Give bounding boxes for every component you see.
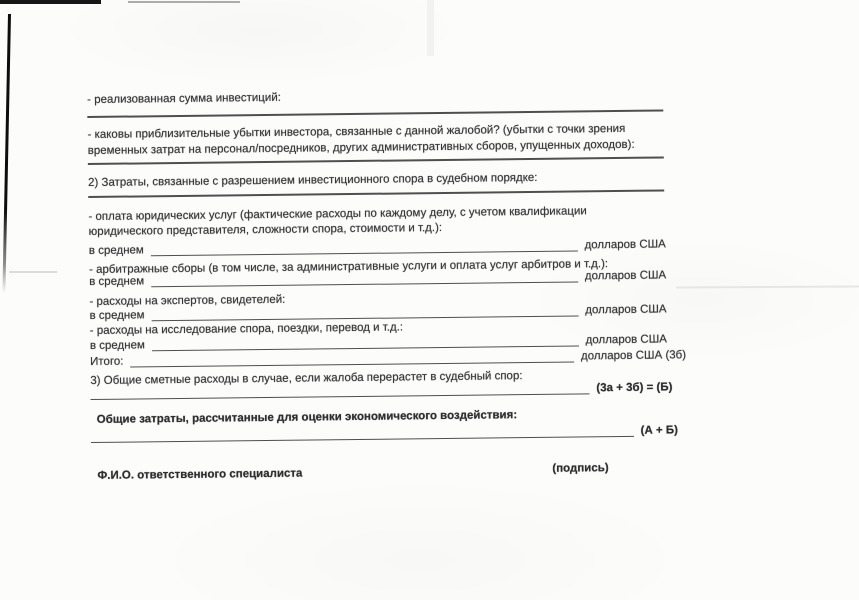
signature-label: (подпись) [552, 462, 609, 475]
formula-a-b-row [91, 424, 678, 444]
field-experts-witnesses-label: - расходы на экспертов, свидетелей: [89, 293, 286, 309]
fill-line [131, 361, 575, 367]
usd-label: долларов США [584, 238, 666, 252]
formula-3a-3b: (3а + 3б) = (Б) [596, 381, 673, 395]
usd-label: долларов США [584, 269, 667, 283]
section-2-heading: 2) Затраты, связанные с разрешением инвестиционного спора в судебном порядке: [88, 171, 538, 190]
field-legal-fees-label-line2: юридического представителя, сложности спора, стоимости и т.д.): [88, 222, 443, 239]
total-row [90, 349, 686, 369]
fill-line [151, 250, 578, 256]
specialist-name-label: Ф.И.О. ответственного специалиста [97, 467, 303, 482]
section-3-heading: 3) Общие сметные расходы в случае, если жалоба перерастет в судебный спор: [90, 370, 523, 387]
usd-label: долларов США [585, 333, 667, 347]
fill-line [88, 189, 664, 197]
usd-3b-label: долларов США (3б) [580, 349, 687, 363]
usd-label: долларов США [585, 303, 667, 317]
field-investor-losses-question-line1: - каковы приблизительные убытки инвестора, связанные с данной жалобой? (убытки с точки зрения [87, 122, 626, 142]
average-label: в среднем [89, 309, 145, 323]
average-amount-row [89, 238, 666, 258]
average-label: в среднем [89, 275, 145, 289]
fill-line [151, 281, 578, 287]
fill-line [152, 315, 579, 321]
formula-a-b: (А + Б) [640, 424, 678, 437]
field-research-travel-label: - расходы на исследование спора, поездки, перевод и т.д.: [89, 321, 404, 338]
field-arbitration-fees-label: - арбитражные сборы (в том числе, за административные услуги и оплата услуг арбитров и т.д.): [89, 258, 609, 277]
fill-line [87, 109, 663, 117]
total-label: Итого: [90, 355, 124, 369]
fill-line [88, 156, 664, 164]
average-label: в среднем [89, 339, 145, 353]
average-label: в среднем [88, 244, 144, 258]
field-legal-fees-label-line1: - оплата юридических услуг (фактические расходы по каждому делу, с учетом квалификации [88, 205, 587, 224]
fill-line [91, 435, 634, 442]
fill-line [152, 345, 579, 351]
field-investor-losses-question-line2: временных затрат на персонал/посредников, других административных сборов, упущенных доходов): [87, 138, 635, 158]
fill-line [91, 393, 590, 400]
field-realized-investments-label: - реализованная сумма инвестиций: [87, 91, 281, 107]
grand-total-label: Общие затраты, рассчитанные для оценки экономического воздействия: [96, 409, 518, 426]
